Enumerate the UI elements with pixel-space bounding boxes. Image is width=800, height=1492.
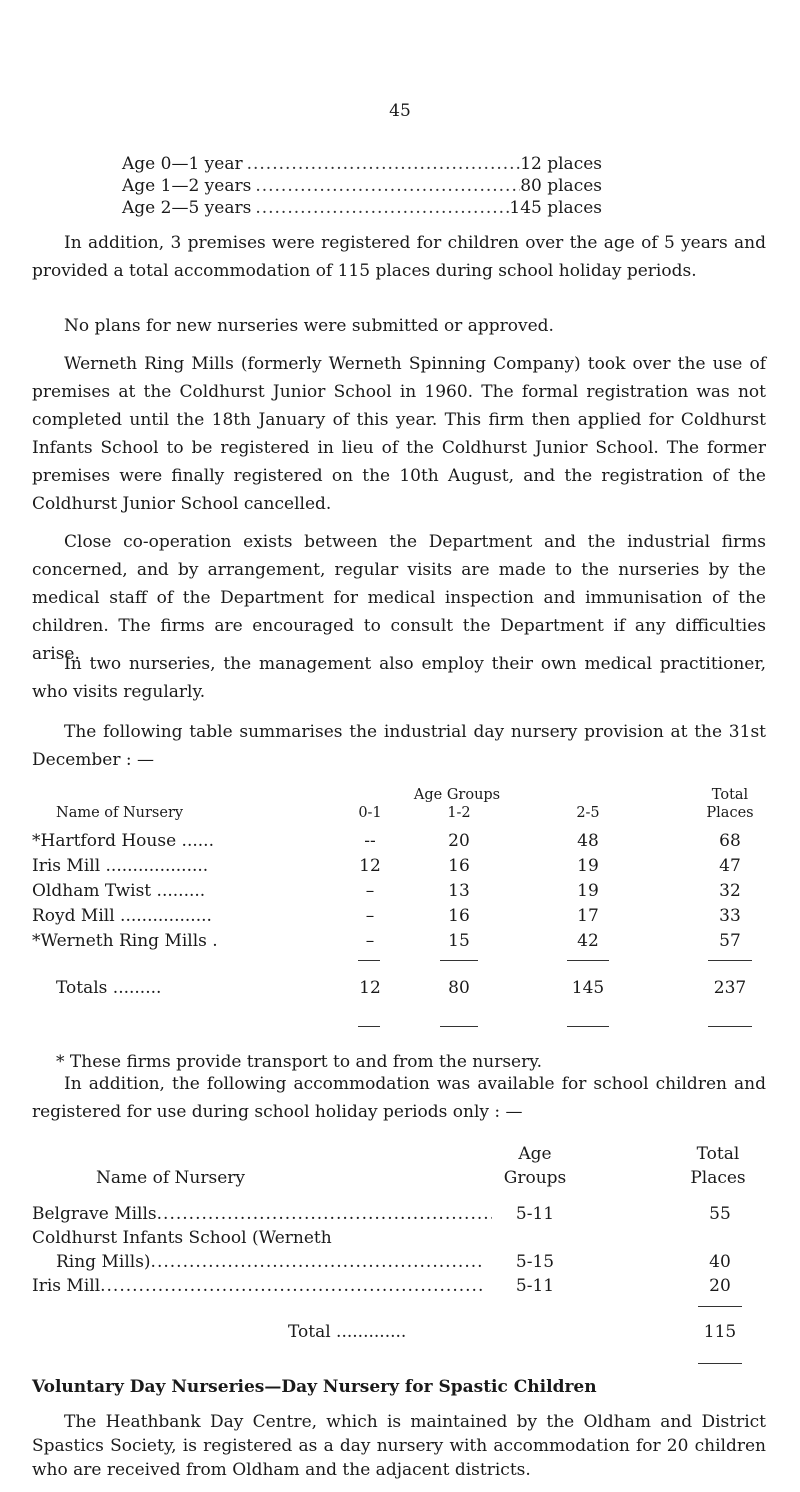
leader-dots: [243, 154, 521, 174]
divider: [567, 960, 609, 961]
paragraph-no-plans: No plans for new nurseries were submitted or approved.: [64, 316, 554, 336]
table-cell-0-1: –: [365, 906, 375, 926]
leader-dots: [251, 198, 509, 218]
total-places-cell: 40: [709, 1252, 731, 1272]
table-cell-total: 68: [719, 831, 741, 851]
total-places-cell: 20: [709, 1276, 731, 1296]
table-cell-2-5: 48: [577, 831, 599, 851]
col-header-2-5: 2-5: [576, 805, 600, 821]
table-row-name-line1: Coldhurst Infants School (Werneth: [32, 1228, 332, 1248]
name-of-nursery-header: Name of Nursery: [56, 805, 184, 821]
nursery-name: Ring Mills): [56, 1252, 151, 1272]
leader-dots: [100, 1276, 485, 1296]
paragraph-werneth-ring: Werneth Ring Mills (formerly Werneth Spinning Company) took over the use of premises at the Coldhurst Junior School in 1960. The formal registration was not completed until the 18th January of this year. This firm then applied for Coldhurst Infants School to be registered in lieu of the Coldhurst Junior School. The former premises were finally registered on the 10th August, and the registration of the Coldhurst Junior School cancelled.: [32, 354, 766, 514]
paragraph-medical-practitioner: In two nurseries, the management also employ their own medical practitioner, who visits regularly.: [32, 654, 766, 702]
leader-dots: [157, 1204, 492, 1224]
page-number: 45: [389, 101, 411, 121]
leader-dots: [251, 176, 520, 196]
total-label: Total .............: [288, 1322, 407, 1342]
age-places-value: 80 places: [520, 176, 602, 196]
total-header-line2: Places: [690, 1168, 746, 1188]
paragraph-school-holiday: In addition, 3 premises were registered for children over the age of 5 years and provided a total accommodation of 115 places during school holiday periods.: [32, 233, 766, 281]
divider: [567, 1026, 609, 1027]
table-cell-total: 33: [719, 906, 741, 926]
table-row-name: Iris Mill ...................: [32, 856, 209, 876]
table-cell-2-5: 19: [577, 856, 599, 876]
age-header-line2: Groups: [503, 1168, 567, 1188]
paragraph-school-holiday-intro: In addition, the following accommodation was available for school children and registered for use during school holiday periods only : —: [32, 1074, 766, 1122]
paragraph-heathbank: The Heathbank Day Centre, which is maintained by the Oldham and District Spastics Society, is registered as a day nursery with accommodation for 20 children who are received from Oldham and the adjacent districts.: [32, 1412, 766, 1480]
total-cell-1-2: 80: [448, 978, 470, 998]
col-header-1-2: 1-2: [447, 805, 471, 821]
total-header-line1: Total: [711, 787, 749, 803]
age-header-line1: Age: [518, 1144, 552, 1164]
nursery-name: Iris Mill: [32, 1276, 101, 1296]
table-cell-0-1: –: [365, 881, 375, 901]
table-cell-0-1: --: [364, 831, 376, 851]
footnote: * These firms provide transport to and from the nursery.: [56, 1052, 542, 1072]
age-label: Age 1—2 years: [122, 176, 252, 196]
table-cell-total: 32: [719, 881, 741, 901]
nursery-name: Belgrave Mills: [32, 1204, 157, 1224]
age-places-line-0-1: [122, 154, 602, 174]
divider: [698, 1306, 742, 1307]
table-row-name: [32, 1276, 492, 1296]
table-cell-2-5: 17: [577, 906, 599, 926]
age-places-line-2-5: [122, 198, 602, 218]
total-header-line1: Total: [696, 1144, 740, 1164]
age-places-value: 145 places: [509, 198, 602, 218]
divider: [440, 960, 478, 961]
divider: [708, 960, 752, 961]
total-places-cell: 55: [709, 1204, 731, 1224]
table-cell-total: 47: [719, 856, 741, 876]
col-header-0-1: 0-1: [358, 805, 382, 821]
total-cell-total: 237: [713, 978, 747, 998]
table-row-name: [32, 1204, 492, 1224]
table-cell-1-2: 13: [448, 881, 470, 901]
totals-label: Totals .........: [56, 978, 162, 998]
name-of-nursery-header: Name of Nursery: [96, 1168, 245, 1188]
table-cell-1-2: 16: [448, 906, 470, 926]
age-label: Age 2—5 years: [122, 198, 252, 218]
divider: [698, 1363, 742, 1364]
table-row-name: Royd Mill .................: [32, 906, 212, 926]
table-row-name: *Hartford House ......: [32, 831, 214, 851]
table-row-name: *Werneth Ring Mills .: [32, 931, 218, 951]
paragraph-table-intro: The following table summarises the industrial day nursery provision at the 31st December : —: [32, 722, 766, 770]
age-group-cell: 5-11: [515, 1204, 555, 1224]
age-label: Age 0—1 year: [122, 154, 243, 174]
table-cell-2-5: 42: [577, 931, 599, 951]
table-cell-total: 57: [719, 931, 741, 951]
age-group-cell: 5-11: [515, 1276, 555, 1296]
table-cell-2-5: 19: [577, 881, 599, 901]
divider: [358, 1026, 380, 1027]
table-row-name: Oldham Twist .........: [32, 881, 206, 901]
divider: [440, 1026, 478, 1027]
total-value: 115: [703, 1322, 737, 1342]
table-cell-1-2: 15: [448, 931, 470, 951]
table-row-name: [56, 1252, 496, 1272]
leader-dots: [151, 1252, 481, 1272]
total-cell-2-5: 145: [571, 978, 605, 998]
paragraph-co-operation: Close co-operation exists between the Department and the industrial firms concerned, and by arrangement, regular visits are made to the nurseries by the medical staff of the Department for medical inspection and immunisation of the children. The firms are encouraged to consult the Department if any difficulties arise.: [32, 532, 766, 664]
age-groups-header: Age Groups: [413, 787, 501, 803]
section-heading: Voluntary Day Nurseries—Day Nursery for Spastic Children: [32, 1377, 597, 1397]
divider: [358, 960, 380, 961]
divider: [708, 1026, 752, 1027]
total-header-line2: Places: [706, 805, 754, 821]
age-group-cell: 5-15: [515, 1252, 555, 1272]
table-cell-0-1: –: [365, 931, 375, 951]
table-cell-1-2: 20: [448, 831, 470, 851]
age-places-line-1-2: [122, 176, 602, 196]
table-cell-1-2: 16: [448, 856, 470, 876]
table-cell-0-1: 12: [359, 856, 381, 876]
total-cell-0-1: 12: [359, 978, 381, 998]
age-places-value: 12 places: [520, 154, 602, 174]
